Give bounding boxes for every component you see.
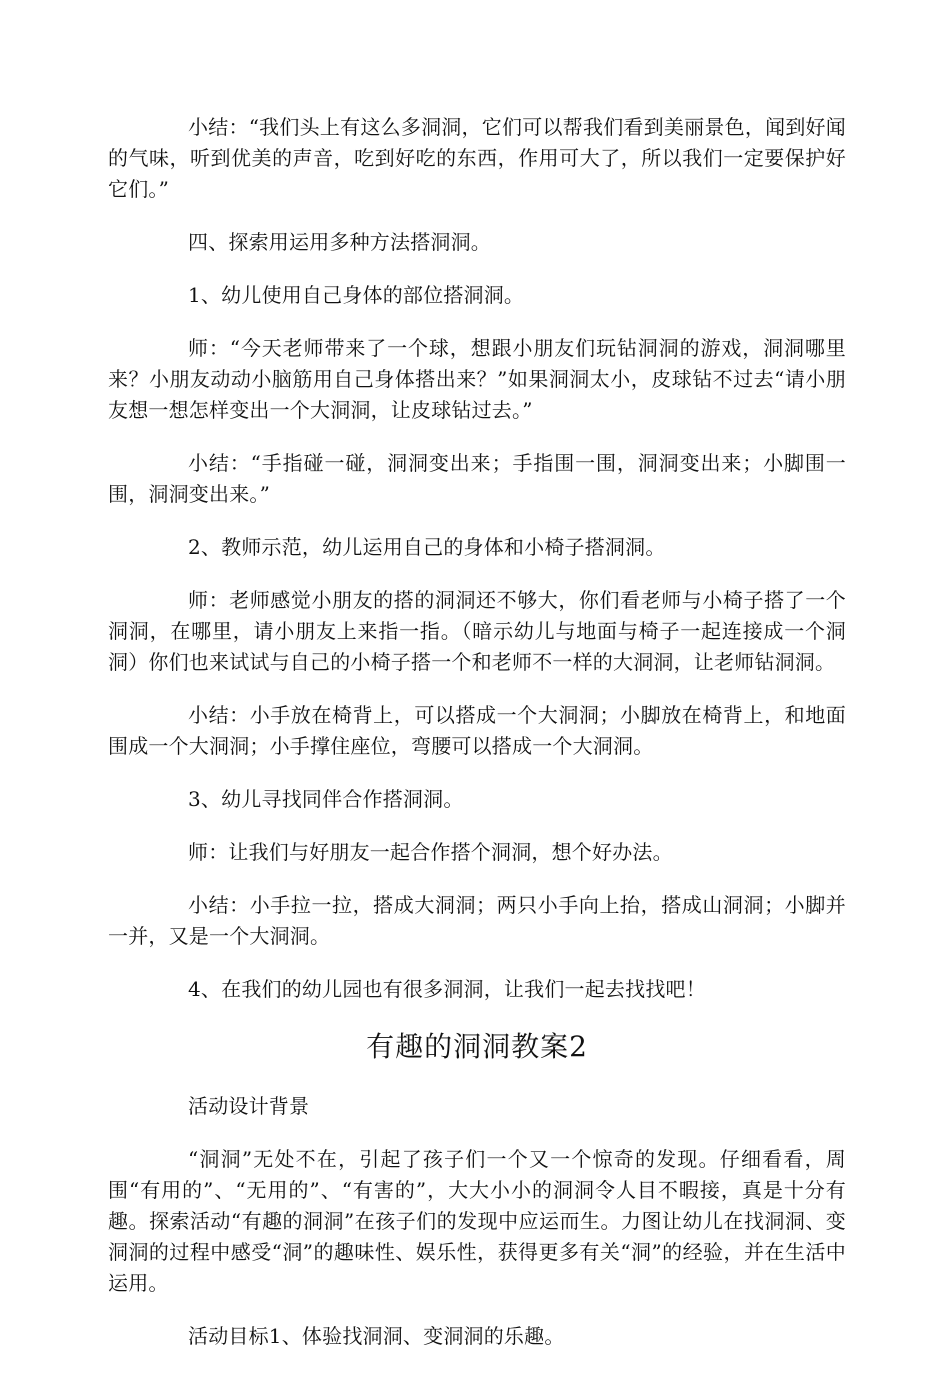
paragraph-goal: 活动目标1、体验找洞洞、变洞洞的乐趣。 [188, 1324, 565, 1348]
paragraph-step-three: 3、幼儿寻找同伴合作搭洞洞。 [188, 787, 464, 811]
paragraph-step-four: 4、在我们的幼儿园也有很多洞洞，让我们一起去找找吧！ [188, 977, 706, 1001]
paragraph-teacher-ball: 师：“今天老师带来了一个球，想跟小朋友们玩钻洞洞的游戏，洞洞哪里来？小朋友动动小脑筋用自己身体搭出来？”如果洞洞太小，皮球钻不过去“请小朋友想一想怎样变出一个大洞洞，让皮球钻过去。” [108, 336, 846, 422]
document-page [108, 112, 846, 1374]
paragraph-summary-fingers: 小结：“手指碰一碰，洞洞变出来；手指围一围，洞洞变出来；小脚围一围，洞洞变出来。” [108, 451, 846, 506]
paragraph-step-one: 1、幼儿使用自己身体的部位搭洞洞。 [188, 283, 525, 307]
paragraph-teacher-chair: 师：老师感觉小朋友的搭的洞洞还不够大，你们看老师与小椅子搭了一个洞洞，在哪里，请小朋友上来指一指。（暗示幼儿与地面与椅子一起连接成一个洞洞）你们也来试试与自己的小椅子搭一个和老师不一样的大洞洞，让老师钻洞洞。 [108, 588, 846, 674]
paragraph-summary-holes: 小结：“我们头上有这么多洞洞，它们可以帮我们看到美丽景色，闻到好闻的气味，听到优美的声音，吃到好吃的东西，作用可大了，所以我们一定要保护好它们。” [108, 115, 846, 201]
paragraph-background-label: 活动设计背景 [188, 1094, 310, 1118]
paragraph-step-two: 2、教师示范，幼儿运用自己的身体和小椅子搭洞洞。 [188, 535, 666, 559]
paragraph-section-four: 四、探索用运用多种方法搭洞洞。 [188, 230, 491, 254]
paragraph-teacher-friends: 师：让我们与好朋友一起合作搭个洞洞，想个好办法。 [188, 840, 673, 864]
section-title: 有趣的洞洞教案2 [366, 1030, 588, 1063]
paragraph-summary-chair: 小结：小手放在椅背上，可以搭成一个大洞洞；小脚放在椅背上，和地面围成一个大洞洞；小手撑住座位，弯腰可以搭成一个大洞洞。 [108, 703, 846, 758]
paragraph-background-text: “洞洞”无处不在，引起了孩子们一个又一个惊奇的发现。仔细看看，周围“有用的”、“无用的”、“有害的”，大大小小的洞洞令人目不暇接，真是十分有趣。探索活动“有趣的洞洞”在孩子们的发现中应运而生。力图让幼儿在找洞洞、变洞洞的过程中感受“洞”的趣味性、娱乐性，获得更多有关“洞”的经验，并在生活中运用。 [108, 1147, 846, 1295]
paragraph-summary-friends: 小结：小手拉一拉，搭成大洞洞；两只小手向上抬，搭成山洞洞；小脚并一并，又是一个大洞洞。 [108, 893, 846, 948]
